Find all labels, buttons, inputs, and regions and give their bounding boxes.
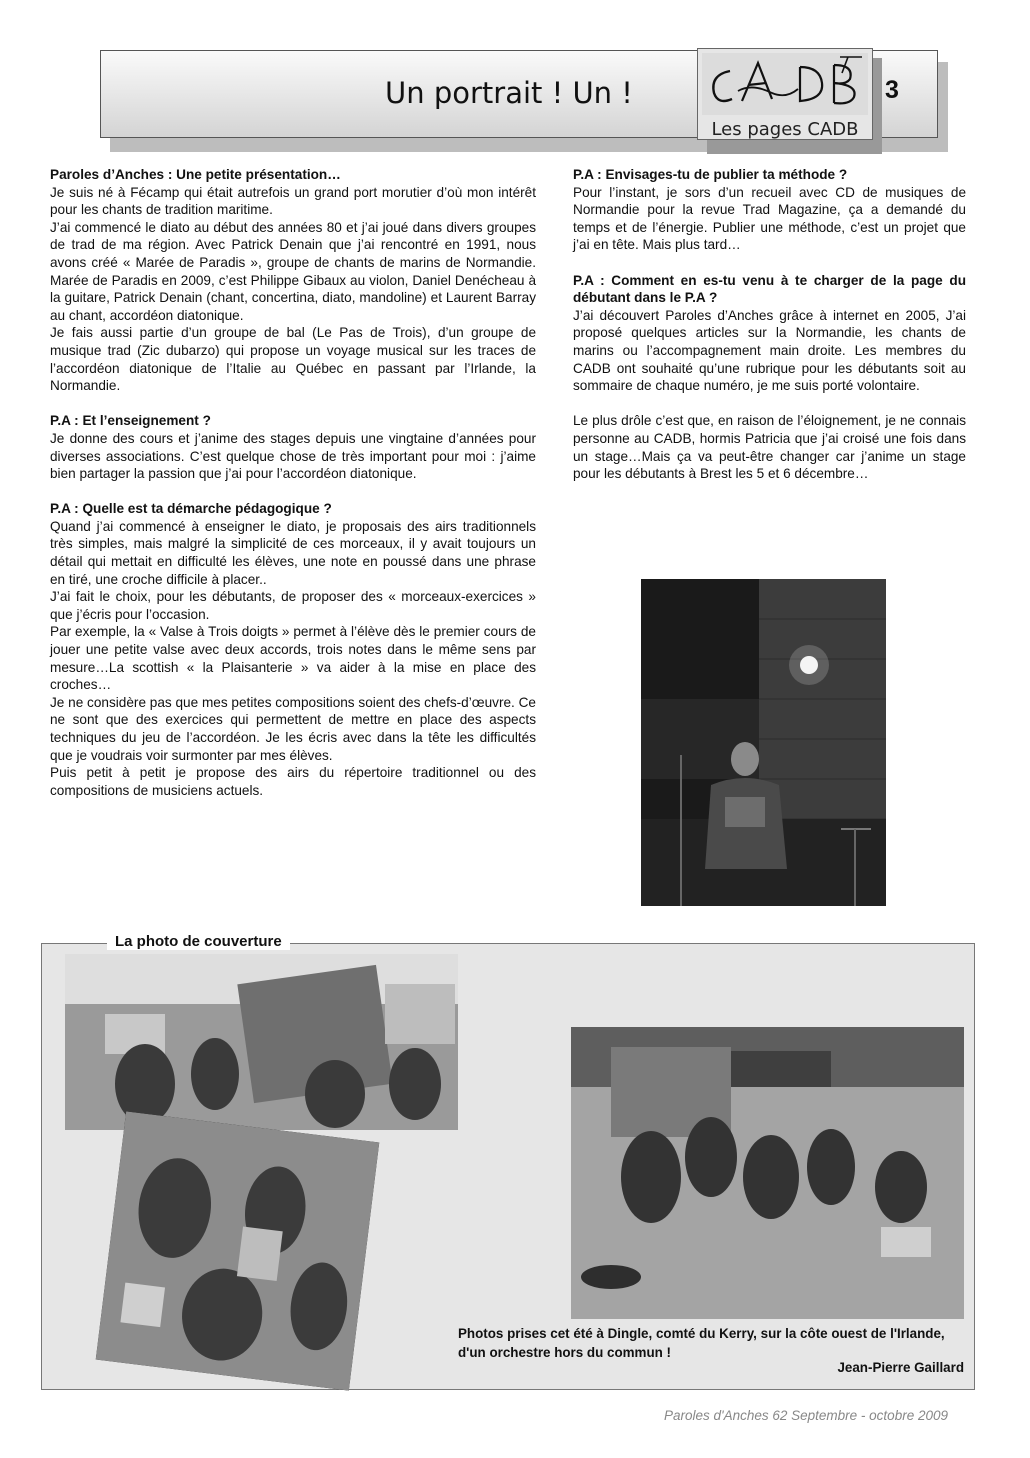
paragraph-spacer <box>50 395 536 413</box>
cover-label: La photo de couverture <box>107 933 290 950</box>
paragraph: J’ai découvert Paroles d’Anches grâce à internet en 2005, J’ai proposé quelques articles sur la Normandie, les chants de marins ou l’accompagnement main droite. Les membres du CADB ont souhaité qu’une rubrique pour les débutants soit au sommaire de chaque numéro, je me suis porté volontaire. <box>573 307 966 394</box>
paragraph-spacer <box>573 254 966 272</box>
cover-photo-2 <box>96 1111 380 1390</box>
cadb-logo-box <box>697 48 873 140</box>
interview-question: P.A : Quelle est ta démarche pédagogique ? <box>50 501 332 517</box>
page-title: Un portrait ! Un ! <box>385 76 633 110</box>
paragraph: Par exemple, la « Valse à Trois doigts » permet à l’élève dès le premier cours de jouer une petite valse avec deux accords, trois notes dans le même sens par mesure…La scottish « la Plaisanterie » va aider à la mise en place des croches… <box>50 624 536 693</box>
right-column <box>573 166 966 483</box>
interview-question: P.A : Envisages-tu de publier ta méthode ? <box>573 167 848 182</box>
paragraph-spacer <box>50 483 536 501</box>
interview-question: P.A : Et l’enseignement ? <box>50 413 211 429</box>
paragraph-spacer <box>573 395 966 413</box>
paragraph: Je ne considère pas que mes petites compositions soient des chefs-d’œuvre. Ce ne sont que des exercices qui permettent de mettre en place des aspects techniques du jeu de l’accordéon. Je les écris avec dans la tête les difficultés que je voudrais voir surmonter par mes élèves. <box>50 694 536 763</box>
left-column <box>50 166 536 799</box>
paragraph: Je donne des cours et j’anime des stages depuis une vingtaine d’années pour diverses associations. C’est quelque chose de très important pour moi : j’aime bien partager la passion que j’ai pour l’accordéon diatonique. <box>50 430 536 482</box>
paragraph: Quand j’ai commencé à enseigner le diato, je proposais des airs traditionnels très simples, mais malgré la simplicité de ces morceaux, il y avait toujours un détail qui mettait en difficulté les élèves, une note en poussé dans une phrase en tiré, une croche difficile à placer.. <box>50 518 536 587</box>
paragraph: J’ai fait le choix, pour les débutants, de proposer des « morceaux-exercices » que j’écris pour l’occasion. <box>50 589 536 622</box>
paragraph: Pour l’instant, je sors d’un recueil avec CD de musiques de Normandie pour la revue Trad Magazine, ça a demandé du temps et de l’énergie. Publier une méthode, c’est un projet que j’ai en tête. Mais plus tard… <box>573 184 966 253</box>
interview-question: P.A : Comment en es-tu venu à te charger de la page du débutant dans le P.A ? <box>573 272 966 306</box>
paragraph: Je fais aussi partie d’un groupe de bal (Le Pas de Trois), d’un groupe de musique trad (Zic dubarzo) qui propose un voyage musical sur les traces de l’accordéon diatonique de l’Italie au Québec en passant par l’Irlande, la Normandie. <box>50 325 536 394</box>
page-footer: Paroles d'Anches 62 Septembre - octobre 2009 <box>663 1408 948 1423</box>
musician-photo <box>641 579 886 906</box>
interview-question: Paroles d’Anches : Une petite présentation… <box>50 167 341 182</box>
paragraph: J’ai commencé le diato au début des années 80 et j’ai joué dans divers groupes de trad de ma région. Avec Patrick Denain que j’ai rencontré en 1991, nous avons créé « Marée de Paradis », groupe de chants de marins de Normandie. Marée de Paradis en 2009, c’est Philippe Gibaux au violon, Daniel Denécheau à la guitare, Patrick Denain (chant, concertina, diato, mandoline) et Laurent Barray au chant, accordéon diatonique. <box>50 219 536 323</box>
cover-caption: Photos prises cet été à Dingle, comté du Kerry, sur la côte ouest de l'Irlande, d'un orchestre hors du commun ! <box>458 1326 945 1360</box>
cover-photo-3 <box>571 1027 964 1319</box>
page-number: 3 <box>885 76 899 104</box>
cover-photo-1 <box>65 954 458 1130</box>
cadb-logo <box>702 53 868 115</box>
paragraph: Puis petit à petit je propose des airs du répertoire traditionnel ou des compositions de musiciens actuels. <box>50 765 536 798</box>
paragraph: Je suis né à Fécamp qui était autrefois un grand port morutier d’où mon intérêt pour les chants de tradition maritime. <box>50 184 536 218</box>
logo-subtitle: Les pages CADB <box>711 119 859 140</box>
photo-credit: Jean-Pierre Gaillard <box>837 1360 964 1375</box>
paragraph: Le plus drôle c’est que, en raison de l’éloignement, je ne connais personne au CADB, hormis Patricia que j’ai croisé une fois dans un stage…Mais ça va peut-être changer car j’anime un stage pour les débutants à Brest les 5 et 6 décembre… <box>573 413 966 482</box>
